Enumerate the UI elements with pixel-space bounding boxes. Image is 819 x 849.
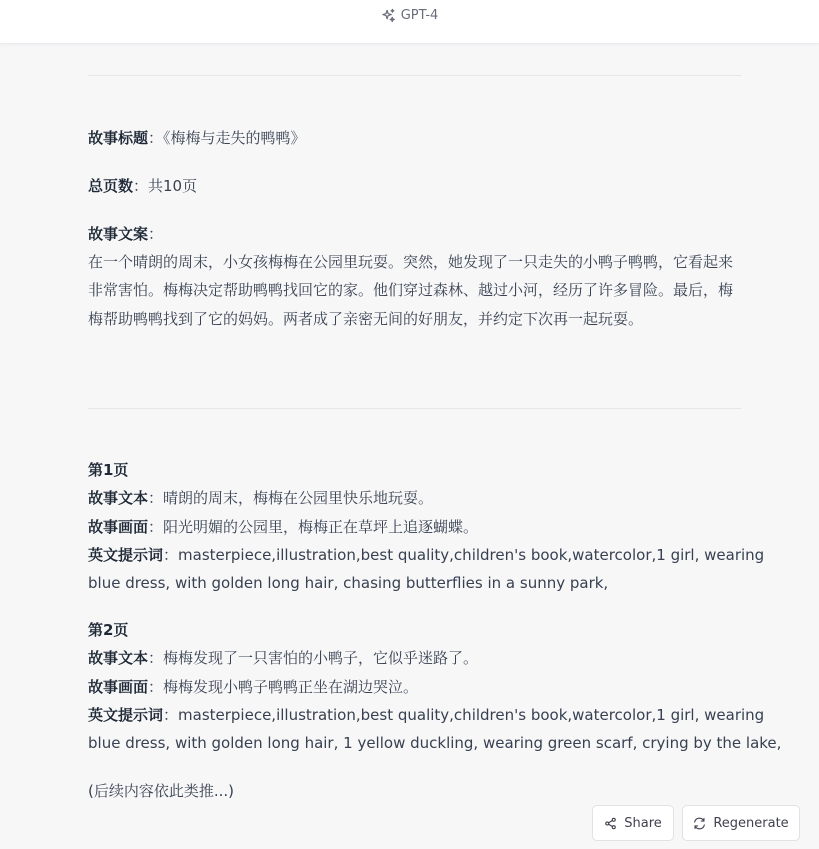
page-prompt-label: 英文提示词: [88, 546, 164, 564]
page-prompt-value: ：masterpiece,illustration,best quality,children's book,watercolor,1 girl, wearing: [163, 706, 765, 724]
page-prompt-continuation: blue dress, with golden long hair, 1 yellow duckling, wearing green scarf, crying by the lake,: [88, 734, 782, 752]
story-title-value: ：《梅梅与走失的鸭鸭》: [148, 129, 306, 147]
story-copy-text: 在一个晴朗的周末，小女孩梅梅在公园里玩耍。突然，她发现了一只走失的小鸭子鸭鸭，它看起来非常害怕。梅梅决定帮助鸭鸭找回它的家。他们穿过森林、越过小河，经历了许多冒险。最后，梅梅帮助鸭鸭找到了它的妈妈。两者成了亲密无间的好朋友，并约定下次再一起玩耍。: [88, 253, 734, 328]
total-pages-value: ：共10页: [133, 177, 198, 195]
page-text-label: 故事文本: [88, 649, 149, 667]
page-prompt-line: [88, 701, 765, 729]
divider: [88, 408, 741, 409]
page-prompt-label: 英文提示词: [88, 706, 164, 724]
page-text-value: ：晴朗的周末，梅梅在公园里快乐地玩耍。: [148, 489, 434, 507]
page-scene-line: [88, 513, 741, 541]
share-label: Share: [624, 815, 662, 831]
story-title-label: 故事标题: [88, 129, 149, 147]
page-text-label: 故事文本: [88, 489, 149, 507]
page-heading: [88, 616, 741, 644]
divider: [88, 75, 741, 76]
story-title-line: [88, 124, 741, 152]
page-heading: [88, 456, 741, 484]
total-pages-label: 总页数: [88, 177, 134, 195]
regenerate-button[interactable]: [682, 805, 800, 841]
model-name: GPT-4: [400, 8, 439, 23]
continuation-note: (后续内容依此类推...): [88, 782, 235, 800]
page-scene-label: 故事画面: [88, 518, 149, 536]
story-copy-label: 故事文案: [88, 225, 149, 243]
page-prompt-line: [88, 541, 765, 569]
page-text-line: [88, 644, 741, 672]
share-button[interactable]: [592, 805, 674, 841]
page-prompt-continuation: blue dress, with golden long hair, chasing butterflies in a sunny park,: [88, 574, 609, 592]
page-scene-value: ：梅梅发现小鸭子鸭鸭正坐在湖边哭泣。: [148, 678, 419, 696]
refresh-icon: [693, 817, 706, 830]
model-selector[interactable]: [381, 8, 439, 23]
page-scene-value: ：阳光明媚的公园里，梅梅正在草坪上追逐蝴蝶。: [148, 518, 479, 536]
sparkle-icon: [381, 8, 396, 23]
page-2-heading: 第2页: [88, 621, 129, 639]
page-text-value: ：梅梅发现了一只害怕的小鸭子，它似乎迷路了。: [148, 649, 479, 667]
story-copy-colon: ：: [148, 225, 164, 243]
story-copy-heading: [88, 220, 741, 248]
total-pages-line: [88, 172, 741, 200]
share-icon: [604, 817, 617, 830]
page-prompt-value: ：masterpiece,illustration,best quality,children's book,watercolor,1 girl, wearing: [163, 546, 765, 564]
top-bar: [0, 0, 819, 44]
regenerate-label: Regenerate: [713, 815, 789, 831]
page-text-line: [88, 484, 741, 512]
page-scene-label: 故事画面: [88, 678, 149, 696]
page-1-heading: 第1页: [88, 461, 129, 479]
page-scene-line: [88, 673, 741, 701]
